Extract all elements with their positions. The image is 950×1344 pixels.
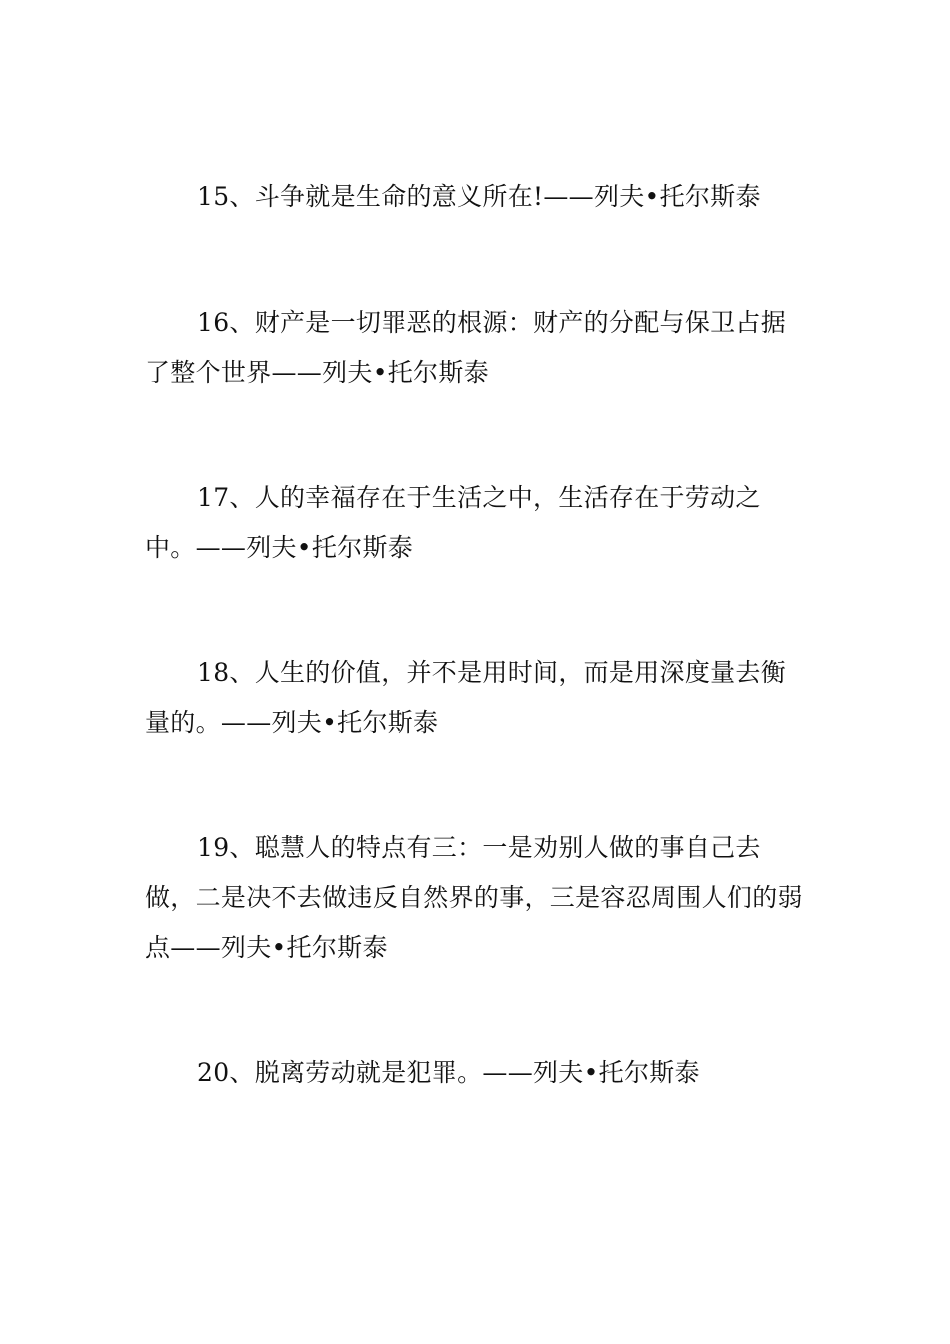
- quote-item: 18、人生的价值，并不是用时间，而是用深度量去衡量的。——列夫•托尔斯泰: [145, 658, 787, 737]
- quote-item: 15、斗争就是生命的意义所在!——列夫•托尔斯泰: [197, 182, 761, 211]
- quote-list: [145, 172, 810, 1173]
- quote-item: 20、脱离劳动就是犯罪。——列夫•托尔斯泰: [197, 1058, 700, 1087]
- quote-item: 17、人的幸福存在于生活之中，生活存在于劳动之中。——列夫•托尔斯泰: [145, 483, 761, 562]
- quote-item: 19、聪慧人的特点有三：一是劝别人做的事自己去做，二是决不去做违反自然界的事，三是容忍周围人们的弱点——列夫•托尔斯泰: [145, 833, 803, 962]
- quote-item: 16、财产是一切罪恶的根源：财产的分配与保卫占据了整个世界——列夫•托尔斯泰: [145, 308, 787, 387]
